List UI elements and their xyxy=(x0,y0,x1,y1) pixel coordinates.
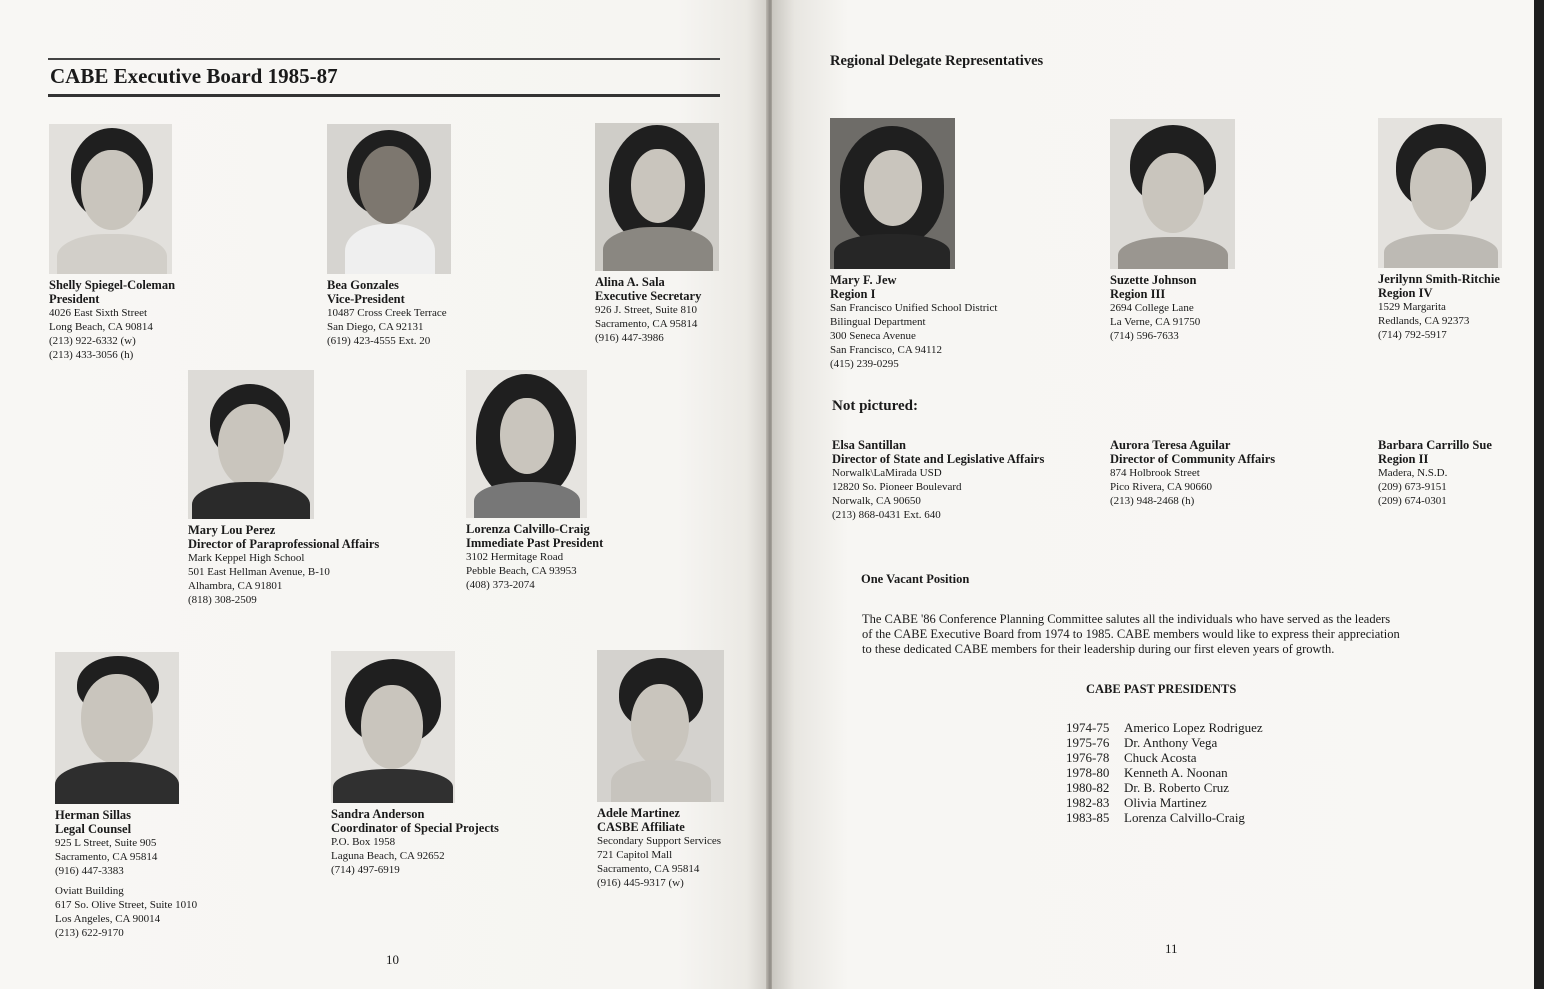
president-name: Chuck Acosta xyxy=(1124,750,1197,765)
past-president-row xyxy=(1066,780,1229,795)
person-name: Adele Martinez xyxy=(597,806,680,820)
address-line: Pebble Beach, CA 93953 xyxy=(466,565,577,577)
page-number: 11 xyxy=(1165,941,1178,956)
person-role: Director of State and Legislative Affairs xyxy=(832,452,1045,466)
person-role: Director of Community Affairs xyxy=(1110,452,1276,466)
address-line: San Francisco Unified School District xyxy=(830,302,998,314)
address-line: Sacramento, CA 95814 xyxy=(597,863,700,875)
person-name: Jerilynn Smith-Ritchie xyxy=(1378,272,1500,286)
person-role: CASBE Affiliate xyxy=(597,820,685,834)
portrait-photo xyxy=(830,118,955,269)
address-line: 4026 East Sixth Street xyxy=(49,307,148,319)
term-years: 1980-82 xyxy=(1066,780,1110,795)
phone-line: (916) 445-9317 (w) xyxy=(597,877,684,889)
person-name: Sandra Anderson xyxy=(331,807,425,821)
person-name: Aurora Teresa Aguilar xyxy=(1110,438,1231,452)
person-role: Region I xyxy=(830,287,876,301)
address-line: 12820 So. Pioneer Boulevard xyxy=(832,481,962,493)
person-card xyxy=(830,118,997,371)
person-card xyxy=(1110,434,1275,508)
address-line: Pico Rivera, CA 90660 xyxy=(1110,481,1213,493)
president-name: Olivia Martinez xyxy=(1124,795,1207,810)
person-role: Immediate Past President xyxy=(466,536,604,550)
address-line: Norwalk, CA 90650 xyxy=(832,495,921,507)
person-role: President xyxy=(49,292,100,306)
phone-line: (818) 308-2509 xyxy=(188,594,257,606)
person-name: Mary Lou Perez xyxy=(188,523,276,537)
portrait-photo xyxy=(1378,118,1502,268)
person-card xyxy=(49,124,175,362)
phone-line: (714) 497-6919 xyxy=(331,864,400,876)
address-line: Sacramento, CA 95814 xyxy=(55,851,158,863)
term-years: 1978-80 xyxy=(1066,765,1110,780)
person-card xyxy=(188,370,379,607)
address-line: La Verne, CA 91750 xyxy=(1110,316,1201,328)
page-number: 10 xyxy=(386,952,399,967)
portrait-photo xyxy=(1110,119,1235,269)
vacant-position-label: One Vacant Position xyxy=(861,572,970,586)
address-line: 721 Capitol Mall xyxy=(597,849,673,861)
address-line: Sacramento, CA 95814 xyxy=(595,318,698,330)
past-president-row xyxy=(1066,810,1245,825)
person-name: Alina A. Sala xyxy=(595,275,665,289)
phone-line: (916) 447-3383 xyxy=(55,865,124,877)
address-line: Oviatt Building xyxy=(55,885,124,897)
person-role: Region III xyxy=(1110,287,1166,301)
address-line: 617 So. Olive Street, Suite 1010 xyxy=(55,899,198,911)
address-line: 925 L Street, Suite 905 xyxy=(55,837,157,849)
person-name: Herman Sillas xyxy=(55,808,132,822)
president-name: Dr. B. Roberto Cruz xyxy=(1124,780,1230,795)
address-line: Alhambra, CA 91801 xyxy=(188,580,283,592)
phone-line: (213) 622-9170 xyxy=(55,927,124,939)
address-line: Laguna Beach, CA 92652 xyxy=(331,850,445,862)
portrait-photo xyxy=(595,123,719,271)
term-years: 1975-76 xyxy=(1066,735,1110,750)
person-name: Bea Gonzales xyxy=(327,278,399,292)
term-years: 1976-78 xyxy=(1066,750,1110,765)
portrait-photo xyxy=(188,370,314,519)
president-name: Americo Lopez Rodriguez xyxy=(1124,720,1263,735)
phone-line: (213) 433-3056 (h) xyxy=(49,349,134,361)
past-president-row xyxy=(1066,765,1228,780)
phone-line: (213) 868-0431 Ext. 640 xyxy=(832,509,941,521)
president-name: Lorenza Calvillo-Craig xyxy=(1124,810,1245,825)
address-line: 926 J. Street, Suite 810 xyxy=(595,304,698,316)
address-line: Norwalk\LaMirada USD xyxy=(832,467,942,479)
address-line: 10487 Cross Creek Terrace xyxy=(327,307,447,319)
address-line: Secondary Support Services xyxy=(597,835,722,847)
term-years: 1983-85 xyxy=(1066,810,1110,825)
phone-line: (209) 673-9151 xyxy=(1378,481,1447,493)
phone-line: (213) 922-6332 (w) xyxy=(49,335,136,347)
not-pictured-heading: Not pictured: xyxy=(832,398,918,414)
past-presidents-title: CABE PAST PRESIDENTS xyxy=(1086,682,1237,696)
phone-line: (714) 792-5917 xyxy=(1378,329,1447,341)
term-years: 1974-75 xyxy=(1066,720,1110,735)
phone-line: (714) 596-7633 xyxy=(1110,330,1179,342)
address-line: 3102 Hermitage Road xyxy=(466,551,564,563)
address-line: Long Beach, CA 90814 xyxy=(49,321,153,333)
past-president-row xyxy=(1066,750,1197,765)
phone-line: (408) 373-2074 xyxy=(466,579,535,591)
portrait-photo xyxy=(331,651,455,803)
address-line: 1529 Margarita xyxy=(1378,301,1446,313)
address-line: 874 Holbrook Street xyxy=(1110,467,1200,479)
person-role: Region II xyxy=(1378,452,1429,466)
person-card xyxy=(597,650,724,890)
address-line: Redlands, CA 92373 xyxy=(1378,315,1470,327)
person-role: Coordinator of Special Projects xyxy=(331,821,499,835)
portrait-photo xyxy=(466,370,587,518)
address-line: 2694 College Lane xyxy=(1110,302,1194,314)
address-line: P.O. Box 1958 xyxy=(331,836,396,848)
past-president-row xyxy=(1066,720,1263,735)
person-name: Elsa Santillan xyxy=(832,438,906,452)
paragraph-line: to these dedicated CABE members for their leadership during our first eleven years of growth. xyxy=(862,642,1335,656)
person-name: Shelly Spiegel-Coleman xyxy=(49,278,176,292)
phone-line: (209) 674-0301 xyxy=(1378,495,1447,507)
person-card xyxy=(1110,119,1235,343)
person-card xyxy=(595,123,719,345)
address-line: San Diego, CA 92131 xyxy=(327,321,424,333)
phone-line: (213) 948-2468 (h) xyxy=(1110,495,1195,507)
person-card xyxy=(1378,434,1492,508)
person-card xyxy=(55,652,197,940)
paragraph-line: The CABE '86 Conference Planning Committee salutes all the individuals who have served as the leaders xyxy=(862,612,1391,626)
past-president-row xyxy=(1066,795,1207,810)
phone-line: (916) 447-3986 xyxy=(595,332,664,344)
phone-line: (619) 423-4555 Ext. 20 xyxy=(327,335,431,347)
person-card xyxy=(466,370,603,592)
person-role: Region IV xyxy=(1378,286,1433,300)
person-name: Mary F. Jew xyxy=(830,273,897,287)
past-president-row xyxy=(1066,735,1217,750)
person-role: Vice-President xyxy=(327,292,405,306)
page-edge xyxy=(1534,0,1544,989)
person-name: Suzette Johnson xyxy=(1110,273,1197,287)
person-name: Barbara Carrillo Sue xyxy=(1378,438,1492,452)
person-role: Director of Paraprofessional Affairs xyxy=(188,537,380,551)
address-line: San Francisco, CA 94112 xyxy=(830,344,943,356)
tribute-paragraph xyxy=(862,612,1482,657)
paragraph-line: of the CABE Executive Board from 1974 to 1985. CABE members would like to express their appreciation xyxy=(862,627,1400,641)
president-name: Dr. Anthony Vega xyxy=(1124,735,1218,750)
portrait-photo xyxy=(597,650,724,802)
person-card xyxy=(1378,118,1502,342)
address-line: Mark Keppel High School xyxy=(188,552,305,564)
address-line: 300 Seneca Avenue xyxy=(830,330,916,342)
portrait-photo xyxy=(327,124,451,274)
address-line: 501 East Hellman Avenue, B-10 xyxy=(188,566,330,578)
person-role: Legal Counsel xyxy=(55,822,132,836)
section-heading: Regional Delegate Representatives xyxy=(830,53,1044,69)
person-card xyxy=(832,434,1044,522)
address-line: Bilingual Department xyxy=(830,316,926,328)
president-name: Kenneth A. Noonan xyxy=(1124,765,1228,780)
page-title: CABE Executive Board 1985-87 xyxy=(48,58,720,97)
phone-line: (415) 239-0295 xyxy=(830,358,899,370)
address-line: Los Angeles, CA 90014 xyxy=(55,913,161,925)
person-role: Executive Secretary xyxy=(595,289,702,303)
person-card xyxy=(331,651,499,877)
portrait-photo xyxy=(49,124,172,274)
portrait-photo xyxy=(55,652,179,804)
address-line: Madera, N.S.D. xyxy=(1378,467,1448,479)
person-card xyxy=(327,124,451,348)
term-years: 1982-83 xyxy=(1066,795,1110,810)
person-name: Lorenza Calvillo-Craig xyxy=(466,522,590,536)
